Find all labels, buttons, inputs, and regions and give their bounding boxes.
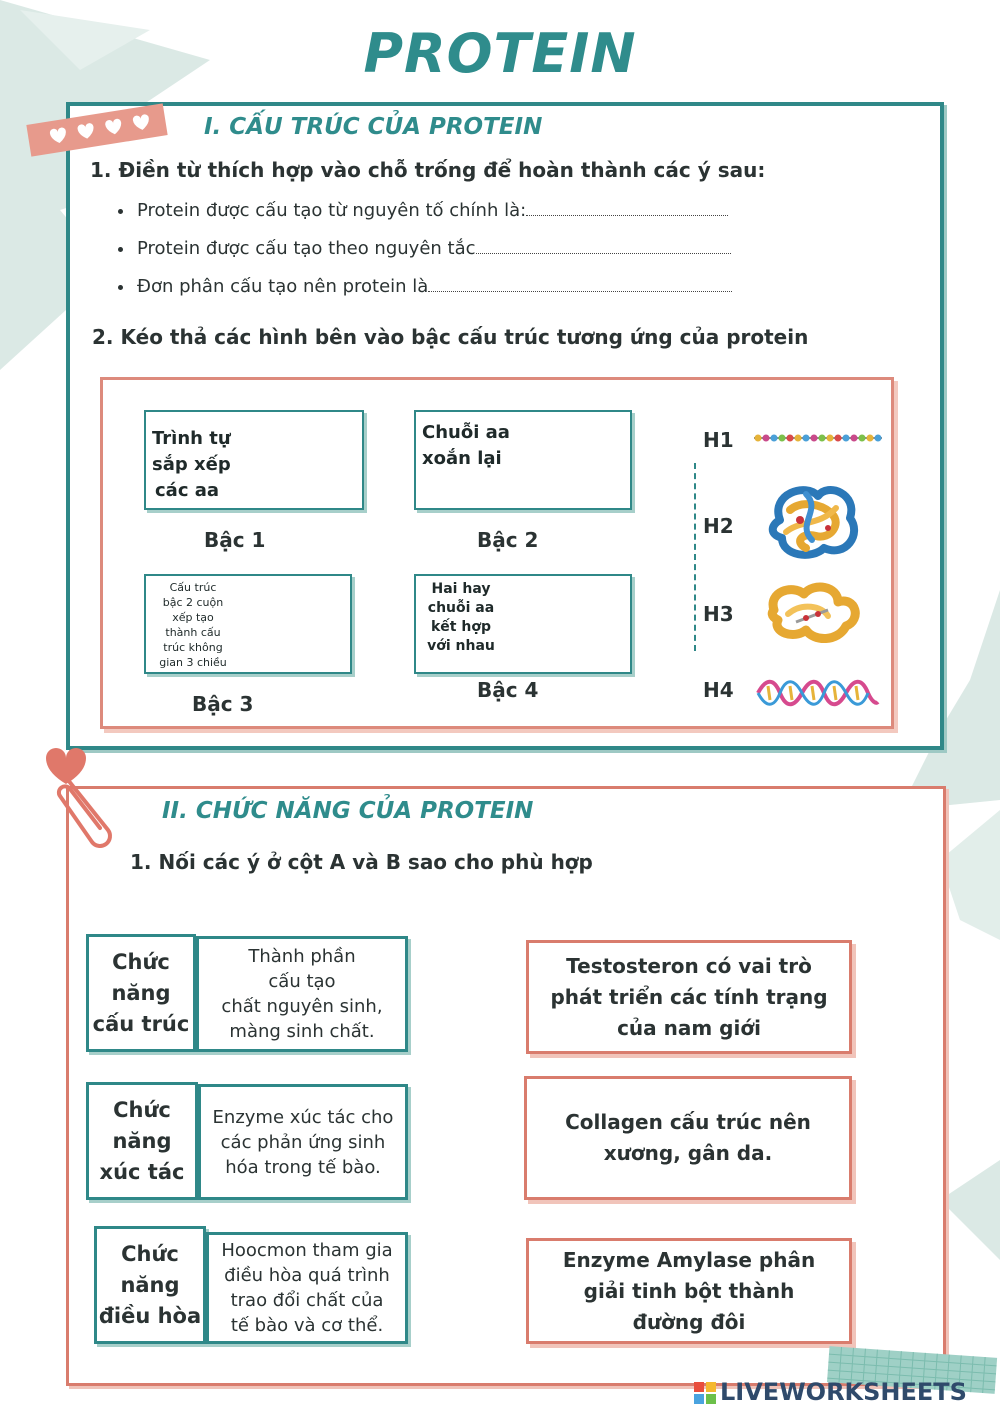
example-box-testosterone[interactable] (526, 940, 852, 1054)
function-desc-line: Enzyme xúc tác cho (212, 1106, 394, 1128)
function-name-line: năng (120, 1272, 180, 1297)
function-name-line: Chức (121, 1241, 179, 1266)
function-name-structure[interactable] (86, 934, 196, 1052)
function-desc-regulatory[interactable] (206, 1232, 408, 1344)
example-box-collagen[interactable] (524, 1076, 852, 1200)
function-desc-line: trao đổi chất của (230, 1290, 384, 1311)
primary-structure-image[interactable] (752, 430, 884, 446)
function-name-catalytic[interactable] (86, 1082, 198, 1200)
card-line: trúc không (163, 641, 223, 654)
question2-text: 2. Kéo thả các hình bên vào bậc cấu trúc tương ứng của protein (92, 325, 809, 349)
card-line: xoắn lại (422, 448, 502, 469)
example-line: Testosteron có vai trò (566, 953, 812, 978)
function-name-line: điều hòa (98, 1303, 202, 1328)
function-desc-line: tế bào và cơ thể. (230, 1315, 384, 1336)
fill-item-text: Đơn phân cấu tạo nên protein là (137, 276, 429, 297)
quaternary-structure-image[interactable] (766, 480, 862, 560)
fill-item-text: Protein được cấu tạo theo nguyên tắc (137, 238, 476, 259)
liveworksheets-brand (694, 1378, 967, 1406)
secondary-structure-image[interactable] (756, 676, 880, 710)
blank-input[interactable] (526, 203, 728, 216)
card-line: Chuỗi aa (422, 422, 510, 443)
function-name-line: năng (112, 1128, 172, 1153)
example-line: của nam giới (617, 1015, 761, 1040)
drop-target-level-2[interactable] (414, 410, 632, 510)
card-line: Trình tự (152, 428, 231, 449)
washi-tape-hearts (22, 100, 172, 160)
fill-item-1 (118, 200, 728, 221)
bullet-dot (118, 285, 123, 290)
example-line: đường đôi (632, 1309, 746, 1334)
function-name-line: cấu trúc (92, 1011, 190, 1036)
blank-input[interactable] (476, 241, 731, 254)
fill-item-text: Protein được cấu tạo từ nguyên tố chính là: (137, 200, 527, 221)
drop-target-level-1[interactable] (144, 410, 364, 510)
card-line: sắp xếp (152, 454, 231, 475)
example-line: Enzyme Amylase phân (562, 1247, 816, 1272)
image-label-h1: H1 (703, 428, 734, 452)
card-line: thành cấu (165, 626, 221, 639)
image-label-h2: H2 (703, 514, 734, 538)
card-line: với nhau (427, 638, 495, 654)
function-desc-structure[interactable] (196, 936, 408, 1052)
page-title: PROTEIN (363, 22, 637, 85)
card-line: xếp tạo (172, 611, 214, 624)
fill-item-2 (118, 238, 731, 259)
function-desc-line: các phản ứng sinh (220, 1131, 386, 1153)
function-desc-line: cấu tạo (268, 971, 336, 992)
function-desc-catalytic[interactable] (198, 1084, 408, 1200)
function-desc-line: chất nguyên sinh, (221, 996, 383, 1017)
drop-target-level-3[interactable] (144, 574, 352, 674)
card-line: kết hợp (431, 619, 491, 635)
level-label-1: Bậc 1 (204, 528, 266, 552)
card-line: Hai hay (431, 581, 491, 597)
blank-input[interactable] (428, 279, 732, 292)
example-box-amylase[interactable] (526, 1238, 852, 1344)
example-line: phát triển các tính trạng (550, 984, 828, 1009)
card-line: chuỗi aa (427, 600, 495, 616)
example-line: Collagen cấu trúc nên (565, 1110, 811, 1134)
function-name-line: xúc tác (99, 1159, 185, 1184)
function-desc-line: màng sinh chất. (229, 1021, 375, 1042)
function-name-regulatory[interactable] (94, 1226, 206, 1344)
section1-heading: I. CẤU TRÚC CỦA PROTEIN (204, 114, 543, 140)
dashed-divider (694, 463, 696, 651)
brand-text: LIVEWORKSHEETS (720, 1378, 967, 1406)
function-name-line: Chức (112, 949, 170, 974)
question1-text: 1. Điền từ thích hợp vào chỗ trống để hoàn thành các ý sau: (90, 158, 766, 182)
function-desc-line: Thành phần (248, 946, 356, 967)
level-label-2: Bậc 2 (477, 528, 539, 552)
match-question-text: 1. Nối các ý ở cột A và B sao cho phù hợp (130, 850, 593, 874)
function-desc-line: hóa trong tế bào. (225, 1156, 381, 1178)
fill-item-3 (118, 276, 732, 297)
example-line: xương, gân da. (603, 1141, 773, 1165)
bullet-dot (118, 247, 123, 252)
function-name-line: Chức (113, 1097, 171, 1122)
card-line: các aa (155, 480, 220, 501)
function-name-line: năng (111, 980, 171, 1005)
card-line: gian 3 chiều (159, 656, 227, 669)
function-desc-line: điều hòa quá trình (224, 1265, 390, 1286)
card-line: bậc 2 cuộn (162, 596, 224, 609)
liveworksheets-logo-icon (694, 1382, 716, 1404)
section2-heading: II. CHỨC NĂNG CỦA PROTEIN (162, 798, 534, 824)
card-line: Cấu trúc (169, 581, 217, 594)
bullet-dot (118, 209, 123, 214)
function-desc-line: Hoocmon tham gia (221, 1240, 393, 1261)
example-line: giải tinh bột thành (583, 1278, 795, 1303)
image-label-h3: H3 (703, 602, 734, 626)
image-label-h4: H4 (703, 678, 734, 702)
paperclip-heart (38, 740, 128, 850)
level-label-3: Bậc 3 (192, 692, 254, 716)
tertiary-structure-image[interactable] (766, 580, 864, 644)
drop-target-level-4[interactable] (414, 574, 632, 674)
level-label-4: Bậc 4 (477, 678, 539, 702)
